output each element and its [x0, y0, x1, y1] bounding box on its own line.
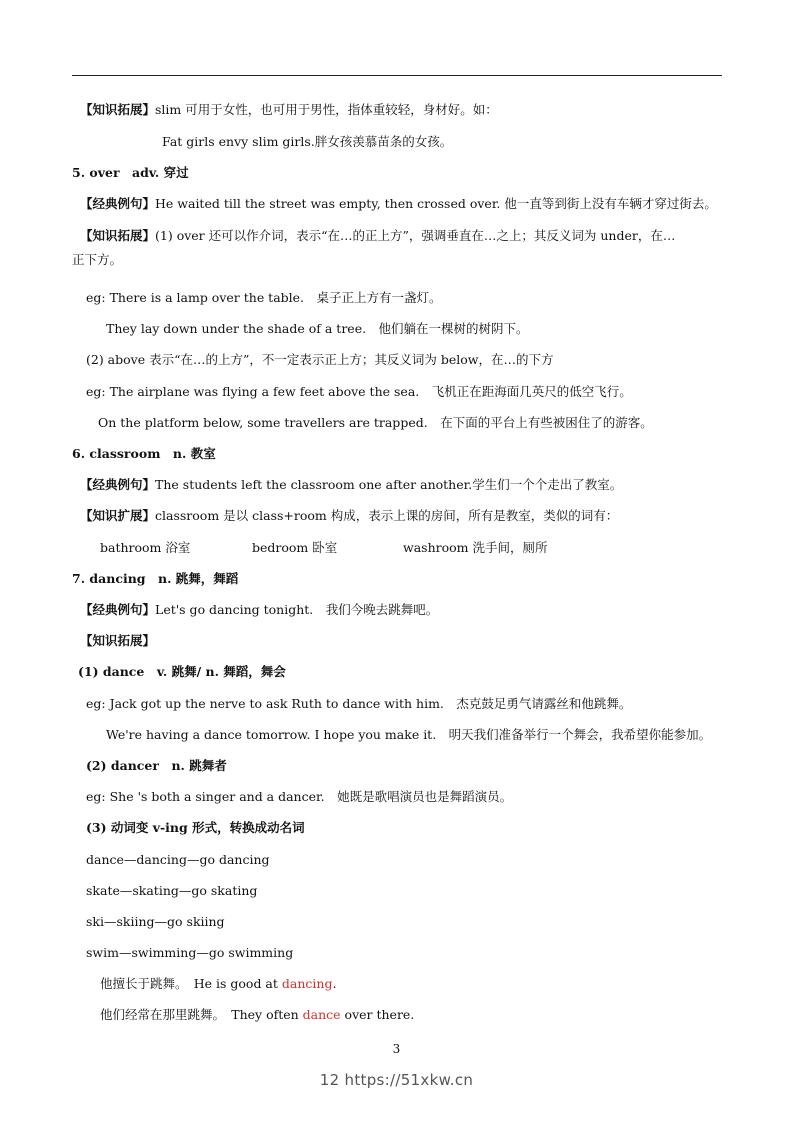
- paragraph-text: slim 可用于女性，也可用于男性，指体重较轻，身材好。如：: [155, 102, 498, 117]
- example-sentence: eg: Jack got up the nerve to ask Ruth to dance with him. 杰克鼓足勇气请露丝和他跳舞。: [86, 696, 632, 711]
- header-rule: [72, 75, 722, 76]
- sentence-text: .: [332, 976, 337, 991]
- sentence-text: over there.: [340, 1007, 415, 1022]
- entry-heading-over: 5. over adv. 穿过: [72, 165, 189, 180]
- word-bathroom: bathroom 浴室: [100, 540, 191, 555]
- classic-example-over: [80, 196, 717, 212]
- sentence-text: 他们经常在那里跳舞。 They often: [100, 1007, 303, 1022]
- example-sentence-highlight: [100, 976, 336, 992]
- paragraph-text: The students left the classroom one after another.学生们一个个走出了教室。: [155, 477, 623, 492]
- word-form: ski—skiing—go skiing: [86, 914, 225, 929]
- subheading-ving: (3) 动词变 v-ing 形式，转换成动名词: [86, 820, 305, 835]
- knowledge-extension-slim: [80, 102, 498, 118]
- classic-example-classroom: [80, 477, 622, 493]
- example-sentence: eg: The airplane was flying a few feet above the sea. 飞机正在距海面几英尺的低空飞行。: [86, 384, 632, 399]
- section-tag: 【知识拓展】: [80, 102, 156, 117]
- example-sentence: eg: There is a lamp over the table. 桌子正上方有一盏灯。: [86, 290, 442, 305]
- section-tag: 【知识扩展】: [80, 508, 156, 523]
- paragraph-text: (2) above 表示“在…的上方”，不一定表示正上方；其反义词为 below，在…的下方: [86, 352, 554, 367]
- page-number: 3: [392, 1042, 401, 1056]
- section-tag: 【知识拓展】: [80, 633, 156, 648]
- knowledge-extension-over: [80, 228, 675, 244]
- word-form: swim—swimming—go swimming: [86, 945, 294, 960]
- knowledge-extension-classroom: [80, 508, 618, 524]
- example-sentence: Fat girls envy slim girls.胖女孩羡慕苗条的女孩。: [162, 134, 453, 149]
- subheading-dancer: (2) dancer n. 跳舞者: [86, 758, 227, 773]
- classic-example-dancing: [80, 602, 438, 618]
- subheading-dance: (1) dance v. 跳舞/ n. 舞蹈，舞会: [78, 664, 286, 679]
- section-tag: 【经典例句】: [80, 477, 156, 492]
- example-sentence: On the platform below, some travellers are trapped. 在下面的平台上有些被困住了的游客。: [98, 415, 653, 430]
- word-form: skate—skating—go skating: [86, 883, 258, 898]
- paragraph-continuation: 正下方。: [72, 252, 123, 267]
- word-washroom: washroom 洗手间，厕所: [403, 540, 548, 555]
- example-sentence: eg: She 's both a singer and a dancer. 她既是歌唱演员也是舞蹈演员。: [86, 789, 513, 804]
- highlighted-word: dance: [302, 1007, 341, 1022]
- example-sentence: We're having a dance tomorrow. I hope you make it. 明天我们准备举行一个舞会，我希望你能参加。: [106, 727, 712, 742]
- highlighted-word: dancing: [281, 976, 333, 991]
- paragraph-text: classroom 是以 class+room 构成，表示上课的房间，所有是教室，类似的词有：: [155, 508, 619, 523]
- paragraph-text: He waited till the street was empty, then crossed over. 他一直等到街上没有车辆才穿过街去。: [155, 196, 717, 211]
- paragraph-text: (1) over 还可以作介词，表示“在…的正上方”，强调垂直在…之上；其反义词为 under，在…: [155, 228, 676, 243]
- entry-heading-classroom: 6. classroom n. 教室: [72, 446, 216, 461]
- paragraph-text: Let's go dancing tonight. 我们今晚去跳舞吧。: [155, 602, 439, 617]
- word-bedroom: bedroom 卧室: [252, 540, 338, 555]
- example-sentence-highlight: [100, 1007, 414, 1023]
- section-tag: 【经典例句】: [80, 196, 156, 211]
- footer-watermark: 12 https://51xkw.cn: [319, 1071, 474, 1089]
- word-form: dance—dancing—go dancing: [86, 852, 270, 867]
- section-tag: 【经典例句】: [80, 602, 156, 617]
- sentence-text: 他擅长于跳舞。 He is good at: [100, 976, 282, 991]
- section-tag: 【知识拓展】: [80, 228, 156, 243]
- example-sentence: They lay down under the shade of a tree. 他们躺在一棵树的树阴下。: [106, 321, 529, 336]
- entry-heading-dancing: 7. dancing n. 跳舞，舞蹈: [72, 571, 239, 586]
